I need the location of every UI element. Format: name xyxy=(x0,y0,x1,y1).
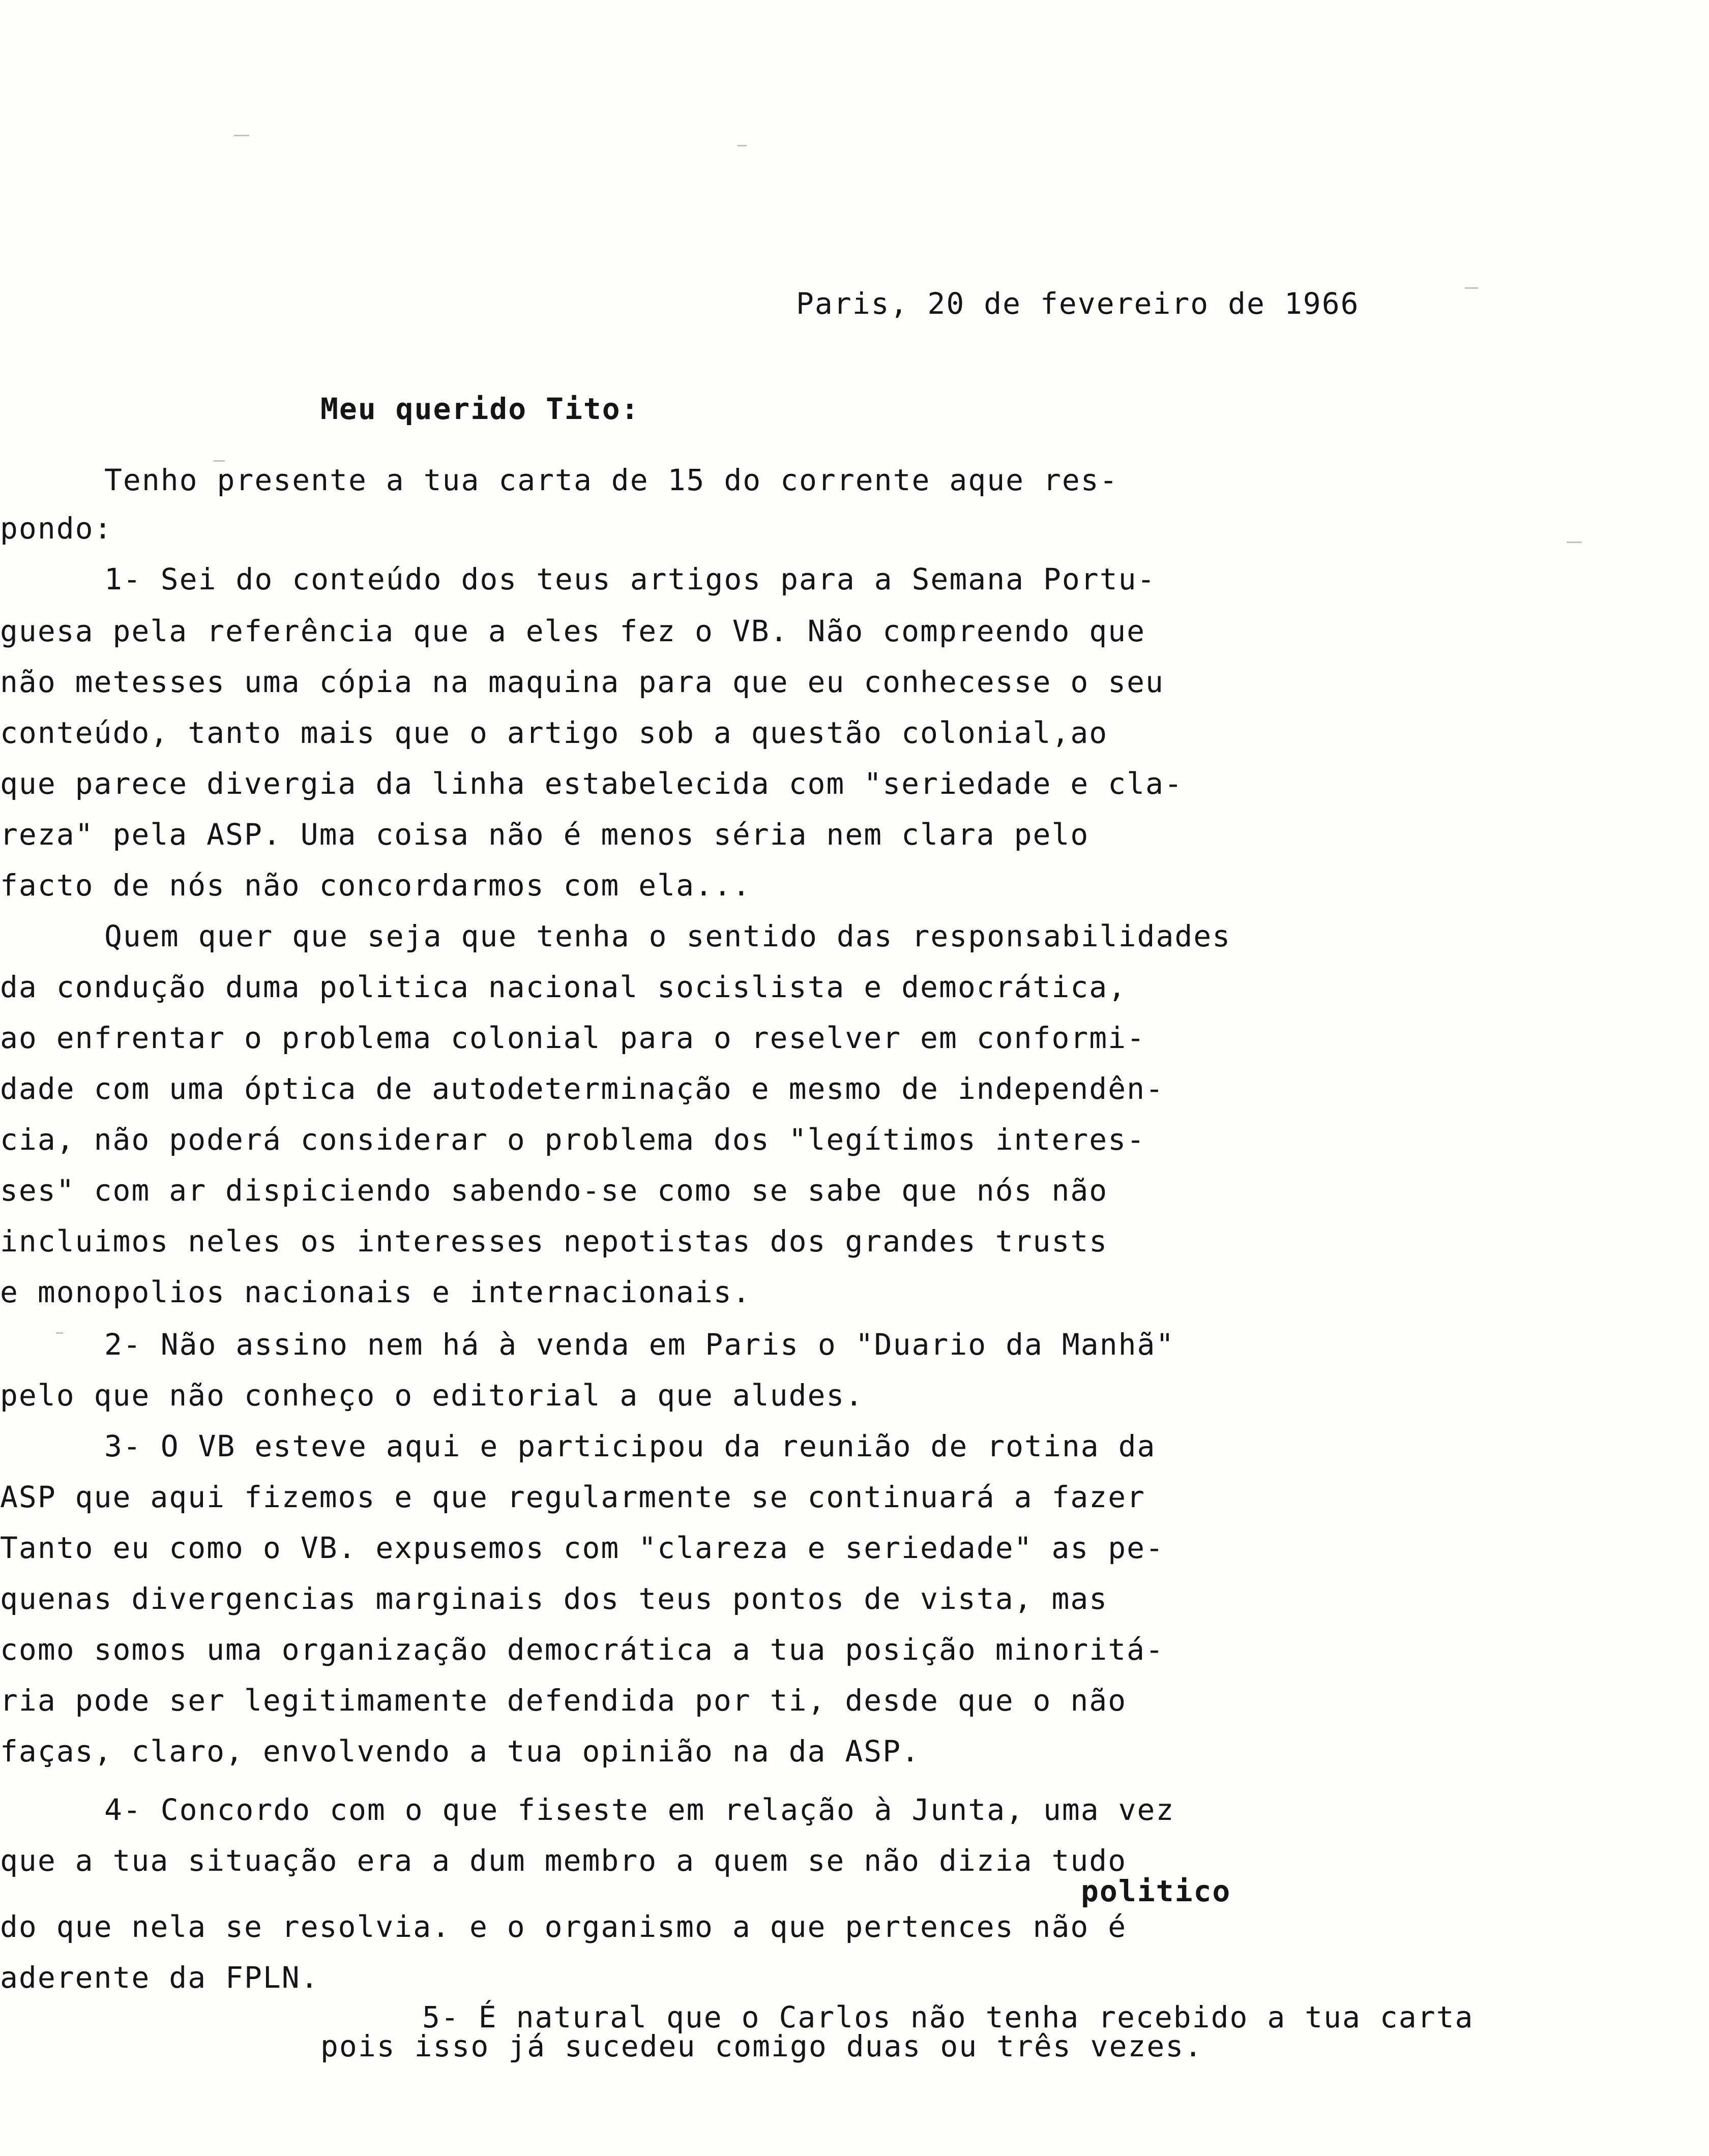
body-line: 5- É natural que o Carlos não tenha recebido a tua carta xyxy=(422,2000,1474,2034)
body-line: dade com uma óptica de autodeterminação e mesmo de independên- xyxy=(0,1071,1164,1106)
body-line: facto de nós não concordarmos com ela... xyxy=(0,868,751,903)
body-line: reza" pela ASP. Uma coisa não é menos séria nem clara pelo xyxy=(0,817,1089,852)
body-line: Tenho presente a tua carta de 15 do corrente aque res- xyxy=(104,463,1118,497)
salutation: Meu querido Tito: xyxy=(320,392,640,426)
body-line: pelo que não conheço o editorial a que aludes. xyxy=(0,1378,864,1413)
body-line: que a tua situação era a dum membro a quem se não dizia tudo xyxy=(0,1843,1127,1878)
paper-speck xyxy=(56,1332,63,1334)
body-line: Quem quer que seja que tenha o sentido das responsabilidades xyxy=(104,919,1231,953)
body-line: como somos uma organização democrática a tua posição minoritá- xyxy=(0,1632,1164,1667)
interlinear-insertion: politico xyxy=(1081,1874,1231,1908)
paper-speck xyxy=(1465,287,1478,289)
body-line: ao enfrentar o problema colonial para o reselver em conformi- xyxy=(0,1021,1146,1055)
paper-speck xyxy=(738,145,747,146)
body-line: da condução duma politica nacional socislista e democrática, xyxy=(0,970,1127,1004)
paper-speck xyxy=(1567,542,1582,543)
body-line: aderente da FPLN. xyxy=(0,1960,319,1995)
dateline: Paris, 20 de fevereiro de 1966 xyxy=(796,286,1360,321)
body-line: ria pode ser legitimamente defendida por ti, desde que o não xyxy=(0,1683,1127,1718)
body-line: 3- O VB esteve aqui e participou da reunião de rotina da xyxy=(104,1429,1156,1463)
body-line: ses" com ar dispiciendo sabendo-se como se sabe que nós não xyxy=(0,1173,1108,1208)
body-line: ASP que aqui fizemos e que regularmente se continuará a fazer xyxy=(0,1480,1146,1514)
body-line: incluimos neles os interesses nepotistas dos grandes trusts xyxy=(0,1224,1108,1259)
body-line: faças, claro, envolvendo a tua opinião na da ASP. xyxy=(0,1734,921,1769)
body-line: e monopolios nacionais e internacionais. xyxy=(0,1275,751,1309)
body-line: pondo: xyxy=(0,511,113,546)
body-line: guesa pela referência que a eles fez o VB. Não compreendo que xyxy=(0,614,1146,648)
body-line: cia, não poderá considerar o problema dos "legítimos interes- xyxy=(0,1122,1146,1157)
body-line: quenas divergencias marginais dos teus pontos de vista, mas xyxy=(0,1581,1108,1616)
body-line: que parece divergia da linha estabelecida com "seriedade e cla- xyxy=(0,766,1183,801)
body-line: pois isso já sucedeu comigo duas ou três vezes. xyxy=(320,2029,1203,2063)
body-line: não metesses uma cópia na maquina para que eu conhecesse o seu xyxy=(0,665,1164,699)
body-line: Tanto eu como o VB. expusemos com "clareza e seriedade" as pe- xyxy=(0,1531,1164,1565)
paper-speck xyxy=(234,135,249,136)
paper-speck xyxy=(214,460,225,462)
body-line: 4- Concordo com o que fiseste em relação à Junta, uma vez xyxy=(104,1792,1175,1827)
body-line: 1- Sei do conteúdo dos teus artigos para a Semana Portu- xyxy=(104,562,1156,596)
body-line: 2- Não assino nem há à venda em Paris o "Duario da Manhã" xyxy=(104,1327,1175,1362)
body-line: conteúdo, tanto mais que o artigo sob a questão colonial,ao xyxy=(0,715,1108,750)
body-line: do que nela se resolvia. e o organismo a que pertences não é xyxy=(0,1909,1127,1944)
